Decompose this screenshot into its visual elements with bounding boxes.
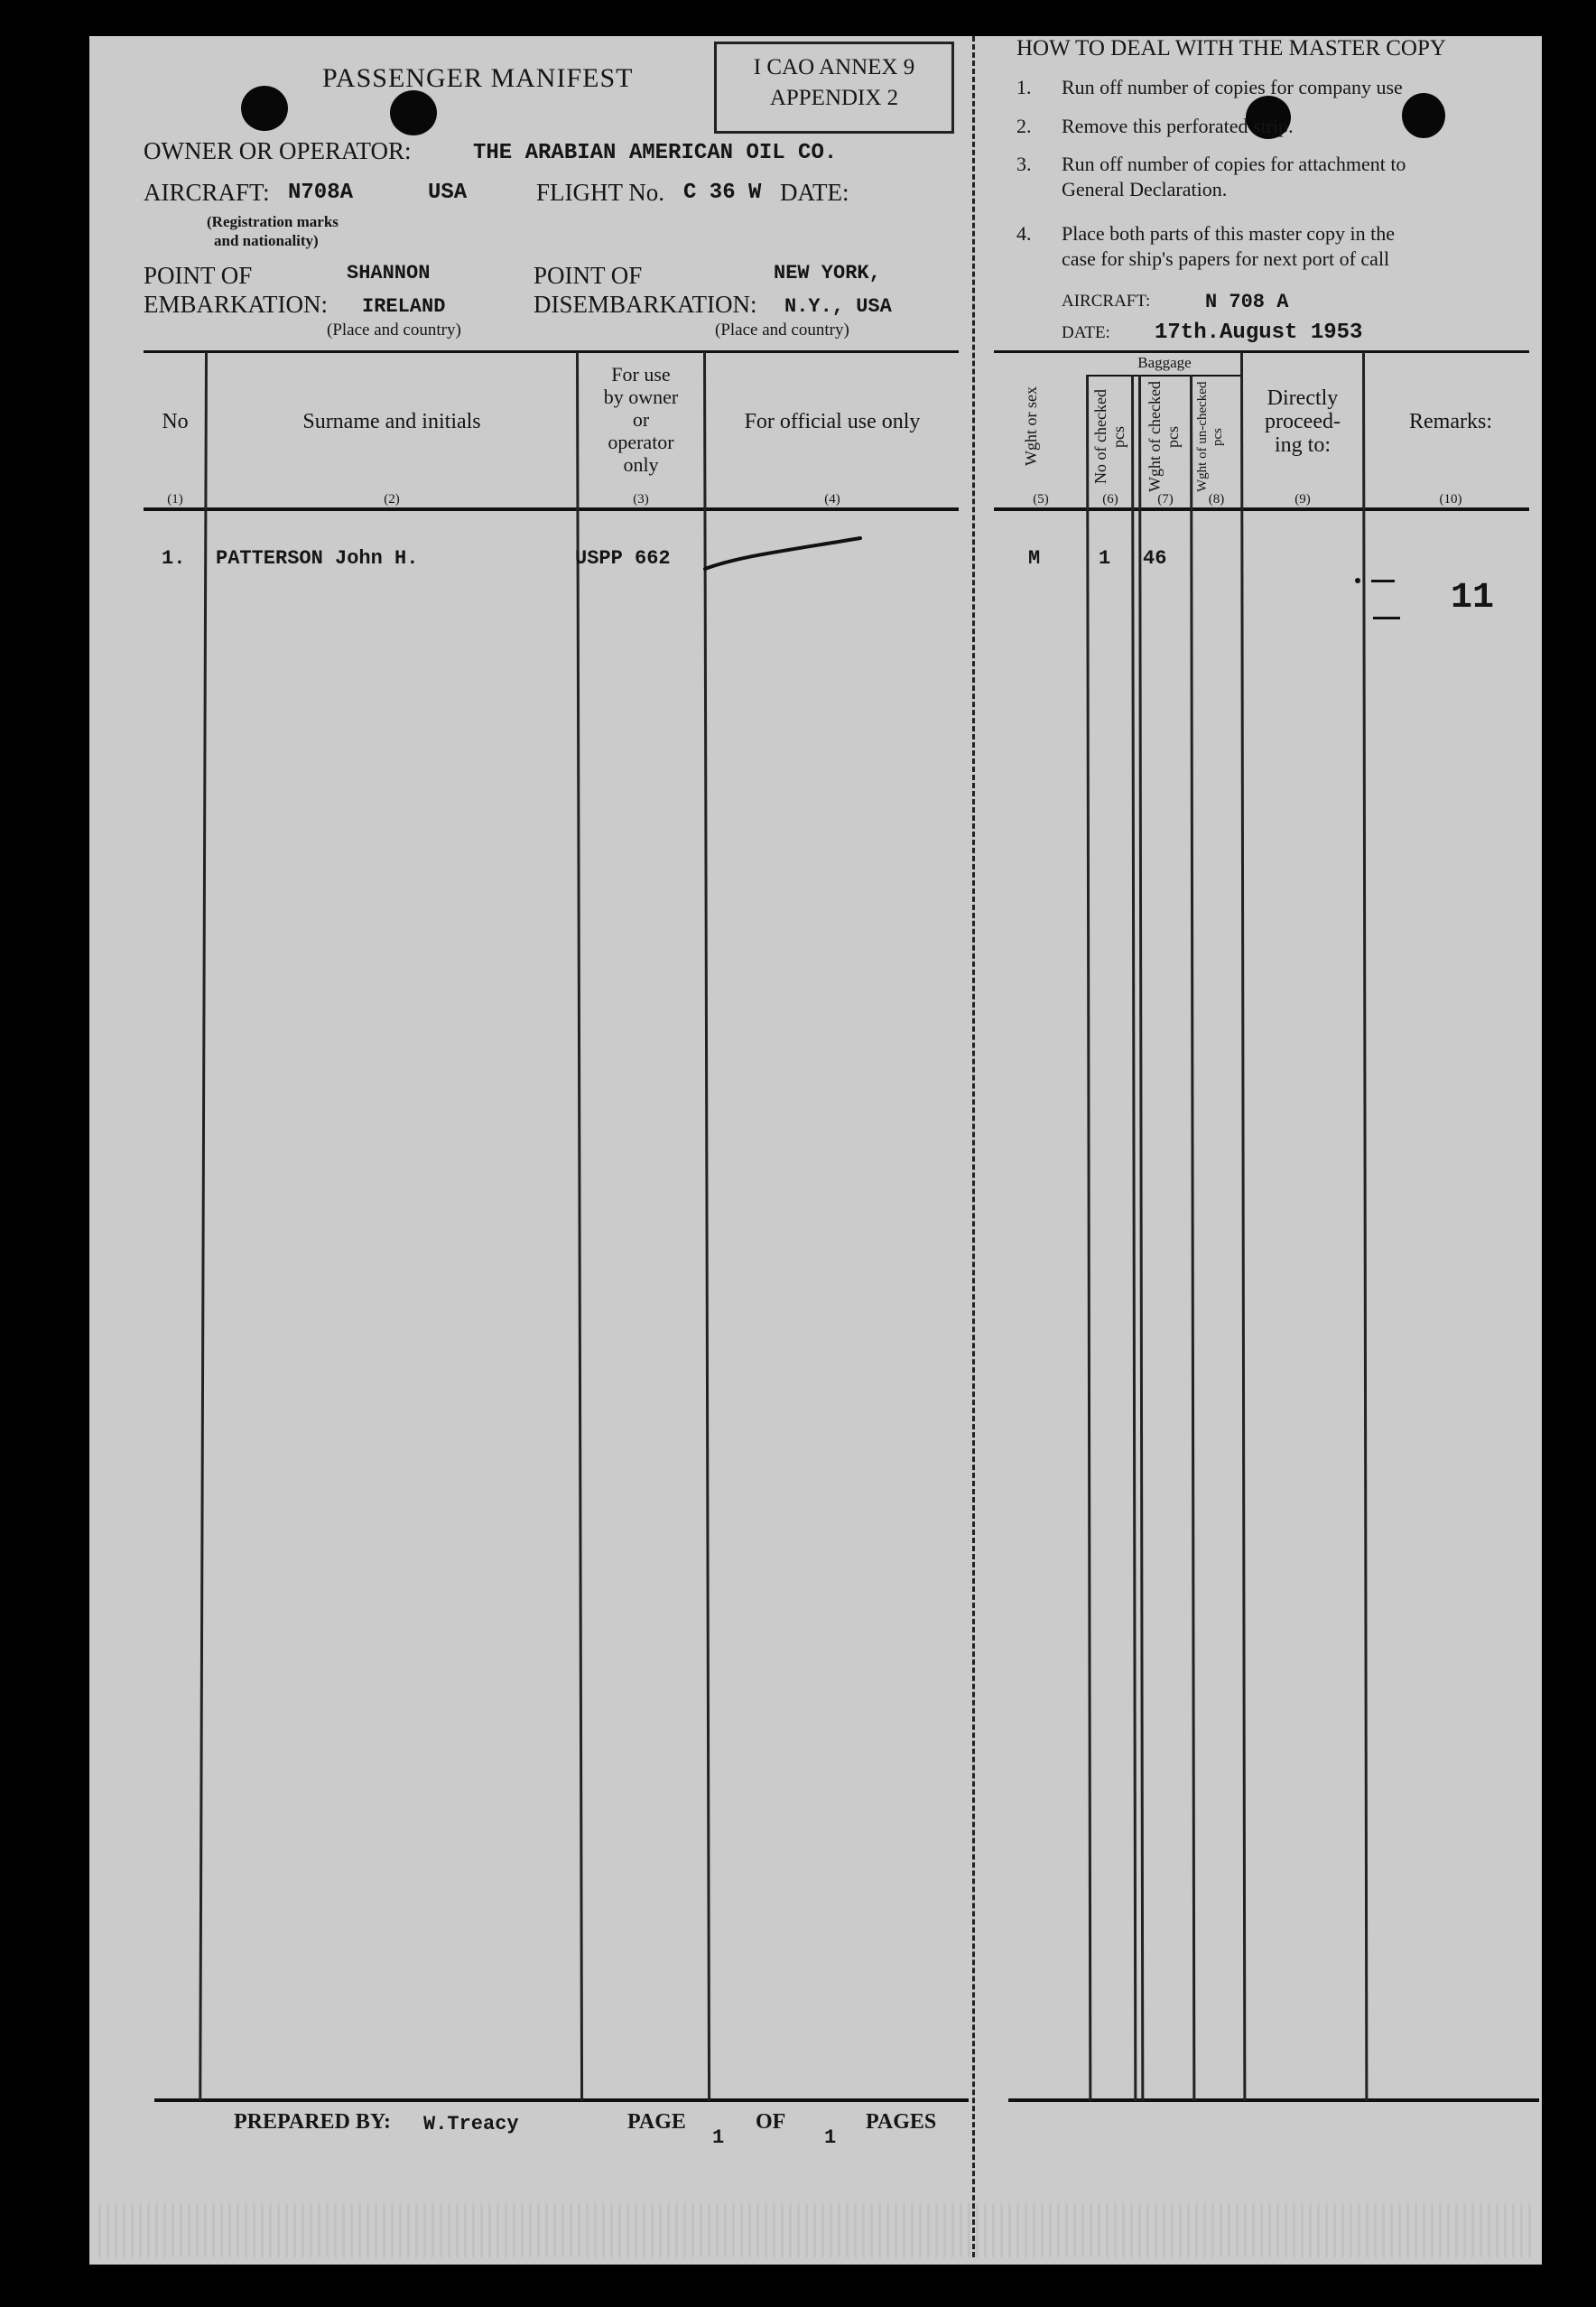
strip-date-value: 17th.August 1953 bbox=[1155, 321, 1363, 345]
header-bottom-rule-left bbox=[144, 507, 959, 511]
disembarkation-value-1: NEW YORK, bbox=[774, 262, 881, 284]
passenger-sex: M bbox=[1028, 547, 1041, 570]
annex-line1: I CAO ANNEX 9 bbox=[753, 55, 915, 79]
col-number-4: (4) bbox=[824, 492, 840, 507]
col-header-remarks: Remarks: bbox=[1409, 410, 1492, 433]
punch-hole bbox=[241, 86, 288, 131]
disembarkation-note: (Place and country) bbox=[715, 321, 849, 340]
col-divider-5 bbox=[1086, 375, 1091, 2101]
annex-box bbox=[714, 42, 954, 134]
baggage-weight: 46 bbox=[1143, 547, 1167, 570]
embarkation-value-1: SHANNON bbox=[347, 262, 431, 284]
col-header-owner-1: For use bbox=[611, 363, 671, 386]
prepared-by-label: PREPARED BY: bbox=[234, 2110, 392, 2134]
instruction-number-2: 2. bbox=[1016, 115, 1032, 137]
baggage-rule bbox=[1087, 375, 1243, 377]
col-header-checked-pcs: No of checked pcs bbox=[1091, 389, 1127, 485]
instruction-text-4b: case for ship's papers for next port of call bbox=[1062, 247, 1390, 270]
flight-label: FLIGHT No. bbox=[536, 179, 665, 206]
instruction-number-3: 3. bbox=[1016, 153, 1032, 175]
table-bottom-rule-right bbox=[1008, 2098, 1539, 2102]
pages-label: PAGES bbox=[866, 2110, 937, 2134]
remarks-dash bbox=[1373, 617, 1400, 619]
row-number: 1. bbox=[162, 547, 186, 570]
punch-hole bbox=[390, 90, 437, 135]
table-bottom-rule-left bbox=[154, 2098, 969, 2102]
date-label: DATE: bbox=[780, 179, 849, 206]
total-pages: 1 bbox=[824, 2126, 837, 2149]
col-header-directly-3: ing to: bbox=[1274, 433, 1331, 457]
registration-note-2: and nationality) bbox=[214, 232, 319, 249]
col-divider-1 bbox=[199, 352, 208, 2101]
official-check-mark bbox=[703, 524, 884, 578]
embarkation-label-2: EMBARKATION: bbox=[144, 291, 329, 318]
scan-noise bbox=[98, 2203, 1534, 2257]
strip-aircraft-label: AIRCRAFT: bbox=[1062, 292, 1151, 311]
col-header-directly-2: proceed- bbox=[1265, 410, 1341, 433]
instruction-number-1: 1. bbox=[1016, 76, 1032, 98]
instruction-text-4a: Place both parts of this master copy in the bbox=[1062, 222, 1396, 245]
col-header-owner-3: or bbox=[632, 408, 650, 431]
col-header-owner-2: by owner bbox=[603, 386, 679, 408]
col-number-7: (7) bbox=[1157, 492, 1174, 507]
col-number-3: (3) bbox=[633, 492, 649, 507]
flight-value: C 36 W bbox=[683, 181, 762, 205]
embarkation-value-2: IRELAND bbox=[362, 295, 446, 318]
disembarkation-label-1: POINT OF bbox=[534, 262, 643, 289]
col-divider-8 bbox=[1240, 352, 1246, 2101]
embarkation-note: (Place and country) bbox=[327, 321, 461, 340]
col-number-9: (9) bbox=[1294, 492, 1311, 507]
col-number-10: (10) bbox=[1439, 492, 1462, 507]
baggage-label: Baggage bbox=[1137, 354, 1192, 371]
strip-aircraft-value: N 708 A bbox=[1205, 291, 1289, 313]
col-divider-6b bbox=[1138, 375, 1144, 2101]
prepared-by-value: W.Treacy bbox=[423, 2113, 519, 2135]
col-divider-7 bbox=[1190, 375, 1195, 2101]
remarks-dot bbox=[1355, 578, 1360, 583]
col-divider-2 bbox=[576, 352, 583, 2101]
col-header-no: No bbox=[162, 410, 189, 433]
page-title: PASSENGER MANIFEST bbox=[322, 63, 634, 93]
remarks-mark: 11 bbox=[1451, 578, 1495, 619]
instruction-number-4: 4. bbox=[1016, 222, 1032, 245]
col-number-5: (5) bbox=[1033, 492, 1049, 507]
instruction-text-3b: General Declaration. bbox=[1062, 178, 1228, 200]
passport-number: USPP 662 bbox=[575, 547, 671, 570]
col-header-owner-5: only bbox=[623, 453, 659, 476]
col-number-1: (1) bbox=[167, 492, 183, 507]
aircraft-value: N708A bbox=[288, 181, 354, 205]
passenger-name: PATTERSON John H. bbox=[216, 547, 419, 570]
col-divider-9 bbox=[1362, 352, 1368, 2101]
manifest-page bbox=[89, 36, 1542, 2265]
instruction-text-1: Run off number of copies for company use bbox=[1062, 76, 1403, 98]
header-bottom-rule-right bbox=[994, 507, 1529, 511]
baggage-pieces: 1 bbox=[1099, 547, 1111, 570]
col-header-surname: Surname and initials bbox=[302, 410, 481, 433]
col-header-official: For official use only bbox=[744, 410, 921, 433]
of-label: OF bbox=[756, 2110, 786, 2134]
col-number-6: (6) bbox=[1102, 492, 1118, 507]
instruction-text-2: Remove this perforated strip. bbox=[1062, 115, 1294, 137]
col-header-owner-4: operator bbox=[608, 431, 674, 453]
page-number: 1 bbox=[712, 2126, 725, 2149]
registration-note-1: (Registration marks bbox=[207, 213, 339, 230]
annex-line2: APPENDIX 2 bbox=[769, 86, 899, 110]
col-number-8: (8) bbox=[1208, 492, 1225, 507]
nationality-value: USA bbox=[428, 181, 468, 205]
col-divider-3 bbox=[703, 352, 710, 2101]
col-header-weight-checked: Wght of checked pcs bbox=[1146, 381, 1182, 493]
strip-date-label: DATE: bbox=[1062, 323, 1110, 342]
punch-hole bbox=[1402, 93, 1445, 138]
remarks-tick bbox=[1371, 580, 1395, 582]
col-divider-6 bbox=[1131, 375, 1137, 2101]
disembarkation-label-2: DISEMBARKATION: bbox=[534, 291, 757, 318]
disembarkation-value-2: N.Y., USA bbox=[784, 295, 892, 318]
col-header-weight-unchecked: Wght of un-checked pcs bbox=[1195, 381, 1225, 493]
instructions-title: HOW TO DEAL WITH THE MASTER COPY bbox=[1016, 36, 1446, 60]
perforation-line bbox=[972, 36, 975, 2257]
owner-label: OWNER OR OPERATOR: bbox=[144, 137, 412, 164]
col-number-2: (2) bbox=[384, 492, 400, 507]
page-label: PAGE bbox=[627, 2110, 686, 2134]
embarkation-label-1: POINT OF bbox=[144, 262, 253, 289]
table-top-rule-right bbox=[994, 350, 1529, 353]
col-header-sex: Wght or sex bbox=[1022, 386, 1040, 466]
col-header-directly-1: Directly bbox=[1267, 386, 1339, 410]
owner-value: THE ARABIAN AMERICAN OIL CO. bbox=[473, 141, 838, 165]
instruction-text-3a: Run off number of copies for attachment to bbox=[1062, 153, 1406, 175]
table-top-rule-left bbox=[144, 350, 959, 353]
aircraft-label: AIRCRAFT: bbox=[144, 179, 270, 206]
